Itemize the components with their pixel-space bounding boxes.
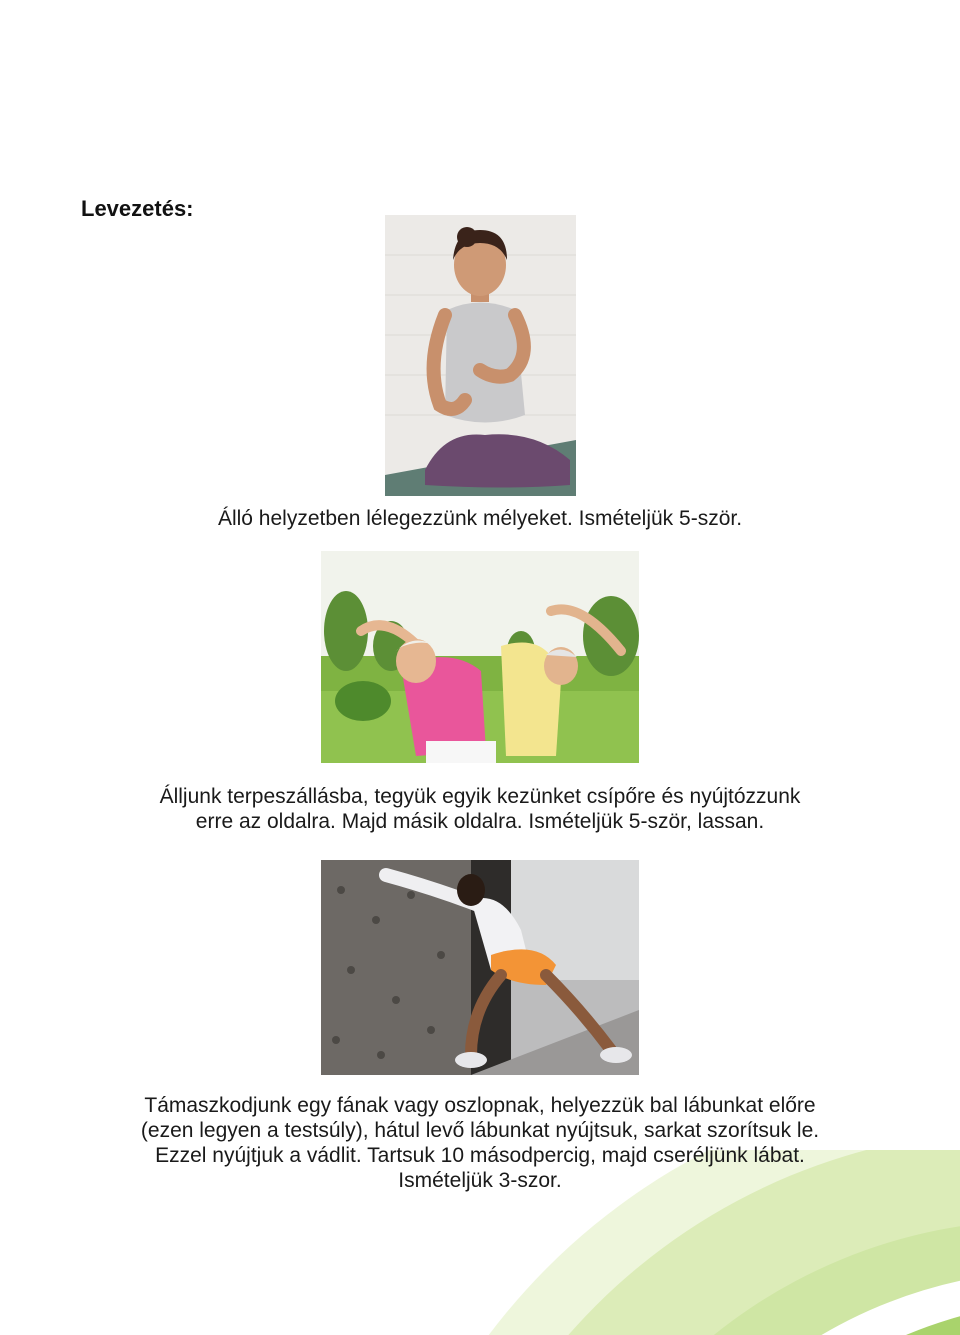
calf-stretch-wall-photo	[321, 860, 639, 1075]
caption-line: Ezzel nyújtjuk a vádlit. Tartsuk 10 másodpercig, majd cseréljünk lábat.	[155, 1144, 805, 1167]
breathing-woman-photo	[385, 215, 576, 496]
caption-line: Álló helyzetben lélegezzünk mélyeket. Ismételjük 5-ször.	[217, 507, 743, 530]
exercise-caption-2	[0, 784, 960, 834]
exercise-caption-1	[0, 506, 960, 531]
caption-line: Ismételjük 3-szor.	[398, 1169, 562, 1192]
side-stretch-couple-photo	[321, 551, 639, 763]
caption-line: (ezen legyen a testsúly), hátul levő lábunkat nyújtsuk, sarkat szorítsuk le.	[140, 1119, 820, 1142]
caption-line: Álljunk terpeszállásba, tegyük egyik kezünket csípőre és nyújtózzunk	[159, 785, 801, 808]
caption-line: Támaszkodjunk egy fának vagy oszlopnak, helyezzük bal lábunkat előre	[144, 1094, 816, 1117]
page-heading: Levezetés:	[81, 196, 194, 221]
exercise-caption-3	[0, 1093, 960, 1193]
caption-line: erre az oldalra. Majd másik oldalra. Ismételjük 5-ször, lassan.	[195, 810, 765, 833]
